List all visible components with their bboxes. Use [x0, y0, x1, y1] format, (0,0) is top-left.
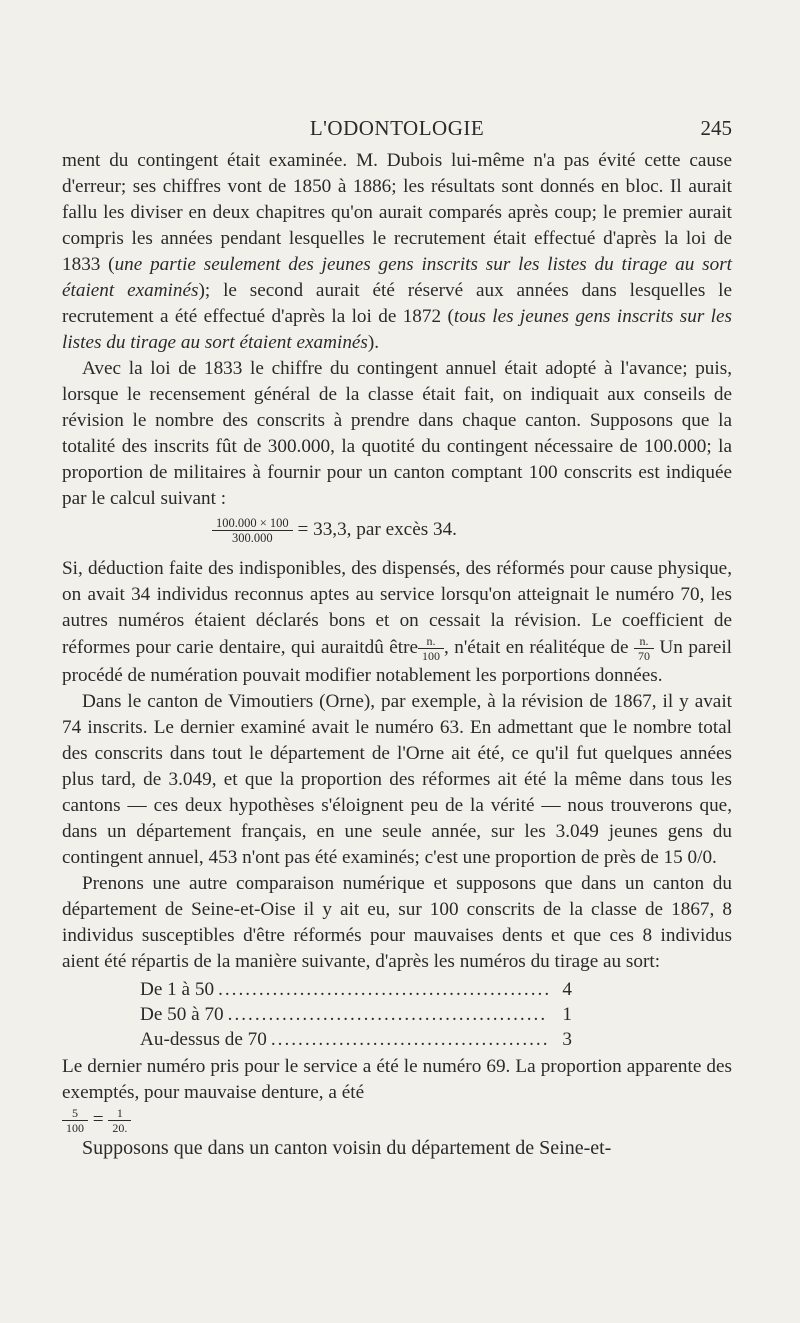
paragraph-1: [62, 148, 732, 356]
paragraph-1-text-c: ).: [367, 332, 380, 353]
paragraph-3-text-c: Un pareil procédé de numération pouvait modifier notablement les porportions données.: [62, 636, 732, 686]
paragraph-3: [62, 556, 732, 689]
fraction-n-70-num: n.: [634, 634, 654, 649]
formula-numerator: 100.000 × 100: [212, 516, 293, 531]
list-item: [62, 977, 732, 1002]
list-item-value: 3: [562, 1029, 572, 1050]
fraction-1-20-den: 20.: [112, 1121, 128, 1135]
formula-fraction: [212, 516, 293, 545]
fraction-5-100-den: 100: [66, 1121, 84, 1135]
paragraph-7: Supposons que dans un canton voisin du département de Seine-et-: [82, 1137, 612, 1159]
paragraph-1-italic-b: tous les jeunes gens inscrits sur les listes du tirage au sort étaient examinés: [62, 306, 732, 353]
page-number: 245: [700, 116, 732, 140]
paragraph-3-text-b: , n'était en réalitéque de: [444, 636, 629, 658]
list-item-label: Au-dessus de 70: [140, 1029, 267, 1050]
fraction-n-100-den: 100: [422, 649, 441, 663]
list-item-value: 1: [562, 1004, 572, 1025]
paragraph-6: [62, 1054, 732, 1135]
paragraph-5: Prenons une autre comparaison numérique et supposons que dans un canton du département de Seine-et-Oise il y ait eu, sur 100 conscrits de la classe de 1867, 8 individus susceptibles d'être réformés pour mauvaises dents et que ces 8 individus aient été répartis de la manière suivante, d'après les numéros du tirage au sort:: [62, 873, 732, 972]
leader-dots: [271, 1027, 548, 1053]
list-item-label: De 50 à 70: [140, 1004, 224, 1025]
paragraph-4: Dans le canton de Vimoutiers (Orne), par exemple, à la révision de 1867, il y avait 74 inscrits. Le dernier examiné avait le numéro 63. En admettant que le nombre total des conscrits dans tout le département de l'Orne ait été, ce qu'il fut quelques années plus tard, de 3.049, et que la proportion des réformes ait été la même dans tous les cantons — ces deux hypothèses s'éloignent peu de la vérité — nous trouverons que, dans un département français, en une seule année, sur les 3.049 jeunes gens du contingent annuel, 453 n'ont pas été examinés; c'est une proportion de près de 15 0/0.: [62, 691, 732, 868]
page-header: [62, 116, 732, 144]
fraction-n-100-num: n.: [418, 634, 444, 649]
formula-denominator: 300.000: [232, 531, 273, 545]
equals-sign: =: [92, 1108, 104, 1130]
paragraph-1-italic-a: une partie seulement des jeunes gens inscrits sur les listes du tirage au sort étaient examinés: [62, 254, 732, 301]
list-item-value: 4: [562, 979, 572, 1000]
formula: [62, 516, 732, 554]
body-text: [62, 148, 732, 1161]
distribution-list: [62, 977, 732, 1052]
fraction-n-70: [634, 634, 654, 663]
fraction-1-20: [108, 1106, 131, 1135]
leader-dots: [218, 977, 548, 1003]
fraction-n-70-den: 70: [637, 649, 650, 663]
running-title: L'ODONTOLOGIE: [309, 116, 485, 140]
paragraph-1-text-a: ment du contingent était examinée. M. Dubois lui-même n'a pas évité cette cause d'erreur; ses chiffres vont de 1850 à 1886; les résultats sont donnés en bloc. Il aurait fallu les diviser en deux chapitres qu'on aurait comparés après coup; le premier aurait compris les années pendant lesquelles le recrutement était effectué d'après la loi de 1833 (: [62, 150, 732, 275]
paragraph-1-text-b: ); le second aurait été réservé aux années dans lesquelles le recrutement a été effectué d'après la loi de 1872 (: [62, 280, 733, 327]
list-item-label: De 1 à 50: [140, 979, 215, 1000]
paragraph-3-text-a: Si, déduction faite des indisponibles, des dispensés, des réformés pour cause physique, on avait 34 individus reconnus aptes au service lorsqu'on atteignait le numéro 70, les autres numéros étaient déclarés bons et on cessait la révision. Le coefficient de réformes pour carie dentaire, qui auraitdû être: [62, 558, 732, 658]
fraction-n-100: [418, 634, 444, 663]
fraction-5-100: [62, 1106, 88, 1135]
leader-dots: [228, 1002, 548, 1028]
formula-result: = 33,3, par excès 34.: [297, 518, 457, 540]
list-item: [62, 1027, 732, 1052]
fraction-1-20-num: 1: [108, 1106, 131, 1121]
list-item: [62, 1002, 732, 1027]
paragraph-2: Avec la loi de 1833 le chiffre du contingent annuel était adopté à l'avance; puis, lorsque le recensement général de la classe était fait, on indiquait aux conseils de révision le nombre des conscrits à prendre dans chaque canton. Supposons que la totalité des inscrits fût de 300.000, la quotité du contingent nécessaire de 100.000; la proportion de militaires à fournir pour un canton comptant 100 conscrits est indiquée par le calcul suivant :: [62, 358, 732, 509]
fraction-5-100-num: 5: [62, 1106, 88, 1121]
paragraph-6-text: Le dernier numéro pris pour le service a été le numéro 69. La proportion apparente des exemptés, pour mauvaise denture, a été: [62, 1056, 732, 1103]
